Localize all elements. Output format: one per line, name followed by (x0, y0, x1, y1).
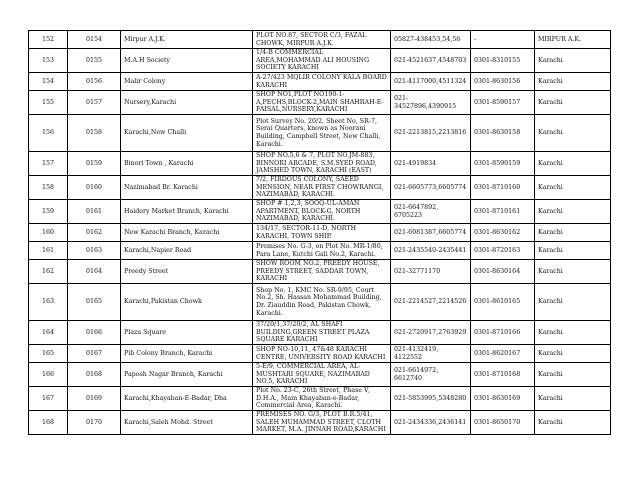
mobile-cell: - (471, 31, 535, 49)
branch-name-cell: Pib Colony Branch, Karachi (121, 345, 253, 363)
table-row (29, 49, 611, 73)
address-cell: Shop No. 1, KMC No. SR-9/95, Court No.2, Sh. Hassan Mohammad Building, Dr. Ziauddin Road, Pakistan Chowk, Karachi. (253, 284, 391, 321)
address-cell: PLOT NO.87, SECTOR C/3, FAZAL CHOWK, MIRPUR A.J.K. (253, 31, 391, 49)
branch-name-cell: Karachi,Khayaban-E-Badar, Dha (121, 387, 253, 411)
branch-name-cell: New Karachi Branch, Karachi (121, 224, 253, 242)
phone-cell: 021-2214527,2214526 (391, 284, 471, 321)
table-row (29, 91, 611, 115)
mobile-cell: 0301-8630156 (471, 73, 535, 91)
phone-cell: 021-6605773,6605774 (391, 176, 471, 200)
table-row (29, 260, 611, 284)
serial-cell: 165 (29, 345, 68, 363)
phone-cell: 021-2720917,2763929 (391, 321, 471, 345)
branch-name-cell: Haidery Market Branch, Karachi (121, 200, 253, 224)
serial-cell: 155 (29, 91, 68, 115)
branch-code-cell: 0163 (68, 242, 121, 260)
branch-name-cell: Karachi,New Challi (121, 115, 253, 152)
city-cell: Karachi (535, 321, 611, 345)
phone-cell: 021-2213815,2213816 (391, 115, 471, 152)
mobile-cell: 0301-8590157 (471, 91, 535, 115)
phone-cell: 05827-438453,54,56 (391, 31, 471, 49)
branch-code-cell: 0166 (68, 321, 121, 345)
city-cell: Karachi (535, 387, 611, 411)
branch-code-cell: 0168 (68, 363, 121, 387)
serial-cell: 159 (29, 200, 68, 224)
serial-cell: 163 (29, 284, 68, 321)
mobile-cell: 0301-8630162 (471, 224, 535, 242)
table-row (29, 73, 611, 91)
address-cell: A-27/423 MQLIR COLONY KALA BOARD KARACHI (253, 73, 391, 91)
serial-cell: 168 (29, 411, 68, 435)
branch-name-cell: Karachi,Pakistan Chowk (121, 284, 253, 321)
table-row (29, 224, 611, 242)
city-cell: Karachi (535, 224, 611, 242)
branch-name-cell: Karachi,Saleh Mohd. Street (121, 411, 253, 435)
branch-code-cell: 0156 (68, 73, 121, 91)
branch-code-cell: 0164 (68, 260, 121, 284)
address-cell: SHOP NO1,PLOT NO190-1-A,PECHS,BLOCK-2,MAIN SHAHRAH-E-FAISAL,NURSERY,KARACHI (253, 91, 391, 115)
address-cell: 134/17, SECTOR-11-D, NORTH KARACHI, TOWN SHIP. (253, 224, 391, 242)
phone-cell: 021-34527896,4390915 (391, 91, 471, 115)
address-cell: SHOW ROOM NO.2, PREEDY HOUSE, PREEDY STREET, SADDAR TOWN, KARACHI (253, 260, 391, 284)
address-cell: 1/4-B COMMERCIAL AREA,MOHAMMAD ALI HOUSING SOCIETY KARACHI (253, 49, 391, 73)
address-cell: 5-E/9, COMMERCIAL AREA, AL-MUSHTARI SQUARE, NAZIMABAD NO.5, KARACHI (253, 363, 391, 387)
city-cell: Karachi (535, 49, 611, 73)
address-cell: Premises No. G-3, on Plot No. MR-1/80, Para Lane, Kutchi Gali No.2, Karachi. (253, 242, 391, 260)
branch-code-cell: 0170 (68, 411, 121, 435)
branch-name-cell: Paposh Nagar Branch, Karachi (121, 363, 253, 387)
city-cell: Karachi (535, 200, 611, 224)
branch-name-cell: Preedy Street (121, 260, 253, 284)
serial-cell: 152 (29, 31, 68, 49)
serial-cell: 167 (29, 387, 68, 411)
phone-cell: 021-2434336,2436141 (391, 411, 471, 435)
branch-name-cell: Malir Colony (121, 73, 253, 91)
phone-cell: 021-6981387,6605774 (391, 224, 471, 242)
mobile-cell: 0301-8620167 (471, 345, 535, 363)
table-row (29, 176, 611, 200)
city-cell: MIRPUR A.K. (535, 31, 611, 49)
serial-cell: 164 (29, 321, 68, 345)
address-cell: SHOP # 1,2,3, SOOQ-UL-AMAN APARTMENT, BLOCK-G, NORTH NAZIMABAD, KARACHI. (253, 200, 391, 224)
mobile-cell: 0301-8630164 (471, 260, 535, 284)
branch-code-cell: 0157 (68, 91, 121, 115)
phone-cell: 021-4919834 (391, 152, 471, 176)
phone-cell: 021-32771170 (391, 260, 471, 284)
table-row (29, 284, 611, 321)
table-row (29, 31, 611, 49)
address-cell: 37/20/1,37/20/2, AL SHAFI BUILDING,GREEN STREET PLAZA SQUARE KARACHI (253, 321, 391, 345)
table-body (29, 31, 611, 435)
table-row (29, 387, 611, 411)
mobile-cell: 0301-8710166 (471, 321, 535, 345)
mobile-cell: 0301-8310155 (471, 49, 535, 73)
city-cell: Karachi (535, 284, 611, 321)
address-cell: Plot No. 23-C, 26th Street, Phase V, D.H.A., Main Khayaban-e-Badar, Commercial Area, Karachi. (253, 387, 391, 411)
city-cell: Karachi (535, 73, 611, 91)
branch-code-cell: 0165 (68, 284, 121, 321)
address-cell: SHOP NO.5,6 & 7, PLOT NO.JM-883, BINNORI ARCADE, S.M.SYED ROAD, JAMSHED TOWN, KARACHI (EAST) (253, 152, 391, 176)
city-cell: Karachi (535, 115, 611, 152)
branch-name-cell: Binori Town , Karachi (121, 152, 253, 176)
branch-code-cell: 0162 (68, 224, 121, 242)
serial-cell: 156 (29, 115, 68, 152)
branch-name-cell: Nursery,Karachi (121, 91, 253, 115)
table-row (29, 411, 611, 435)
mobile-cell: 0301-8650170 (471, 411, 535, 435)
phone-cell: 021-4132419, 4122552 (391, 345, 471, 363)
address-cell: Plot Survey No. 20/2, Sheet No, SR-7, Serai Quarters, known as Noorani Building, Campbell Street, New Challi, Karachi. (253, 115, 391, 152)
phone-cell: 021-5853995,5348280 (391, 387, 471, 411)
city-cell: Karachi (535, 411, 611, 435)
city-cell: Karachi (535, 242, 611, 260)
table-row (29, 200, 611, 224)
address-cell: PREMISES NO. G/3, PLOT B.R.5/41, SALEH MUHAMMAD STREET, CLOTH MARKET, M.A. JINNAH ROAD,KARACHI (253, 411, 391, 435)
table-row (29, 152, 611, 176)
mobile-cell: 0301-8590159 (471, 152, 535, 176)
mobile-cell: 0301-8710160 (471, 176, 535, 200)
table-row (29, 242, 611, 260)
branch-code-cell: 0159 (68, 152, 121, 176)
table-row (29, 345, 611, 363)
branch-name-cell: M.A.H Society (121, 49, 253, 73)
serial-cell: 166 (29, 363, 68, 387)
branch-code-cell: 0169 (68, 387, 121, 411)
serial-cell: 158 (29, 176, 68, 200)
city-cell: Karachi (535, 176, 611, 200)
serial-cell: 161 (29, 242, 68, 260)
phone-cell: 021-6647892, 6705223 (391, 200, 471, 224)
mobile-cell: 0301-8630169 (471, 387, 535, 411)
branch-code-cell: 0154 (68, 31, 121, 49)
mobile-cell: 0301-8720163 (471, 242, 535, 260)
mobile-cell: 0301-8710168 (471, 363, 535, 387)
table-row (29, 321, 611, 345)
phone-cell: 021-2435540-2435441 (391, 242, 471, 260)
serial-cell: 157 (29, 152, 68, 176)
phone-cell: 021-4521637,4548703 (391, 49, 471, 73)
branch-name-cell: Nazimabad Br. Karachi (121, 176, 253, 200)
serial-cell: 153 (29, 49, 68, 73)
branch-name-cell: Mirpur A.J.K. (121, 31, 253, 49)
branch-code-cell: 0161 (68, 200, 121, 224)
city-cell: Karachi (535, 345, 611, 363)
phone-cell: 021-4117000,4511324 (391, 73, 471, 91)
table-row (29, 363, 611, 387)
branch-code-cell: 0167 (68, 345, 121, 363)
city-cell: Karachi (535, 363, 611, 387)
serial-cell: 154 (29, 73, 68, 91)
mobile-cell: 0301-8610165 (471, 284, 535, 321)
city-cell: Karachi (535, 91, 611, 115)
serial-cell: 162 (29, 260, 68, 284)
address-cell: 7/2, FIRDOUS COLONY, SAEED MENSION, NEAR FIRST CHOWRANGI, NAZIMABAD, KARACHI. (253, 176, 391, 200)
mobile-cell: 0301-8710161 (471, 200, 535, 224)
phone-cell: 021-6614972, 6612740 (391, 363, 471, 387)
branch-code-cell: 0155 (68, 49, 121, 73)
address-cell: SHOP NO-10,11, 47&48 KARACHI CENTRE, UNIVERSITY ROAD KARACHI (253, 345, 391, 363)
city-cell: Karachi (535, 260, 611, 284)
branch-name-cell: Plaza Square (121, 321, 253, 345)
serial-cell: 160 (29, 224, 68, 242)
branch-name-cell: Karachi,Napier Road (121, 242, 253, 260)
branch-code-cell: 0158 (68, 115, 121, 152)
city-cell: Karachi (535, 152, 611, 176)
mobile-cell: 0301-8630158 (471, 115, 535, 152)
table-row (29, 115, 611, 152)
branch-code-cell: 0160 (68, 176, 121, 200)
branch-table (28, 30, 611, 435)
